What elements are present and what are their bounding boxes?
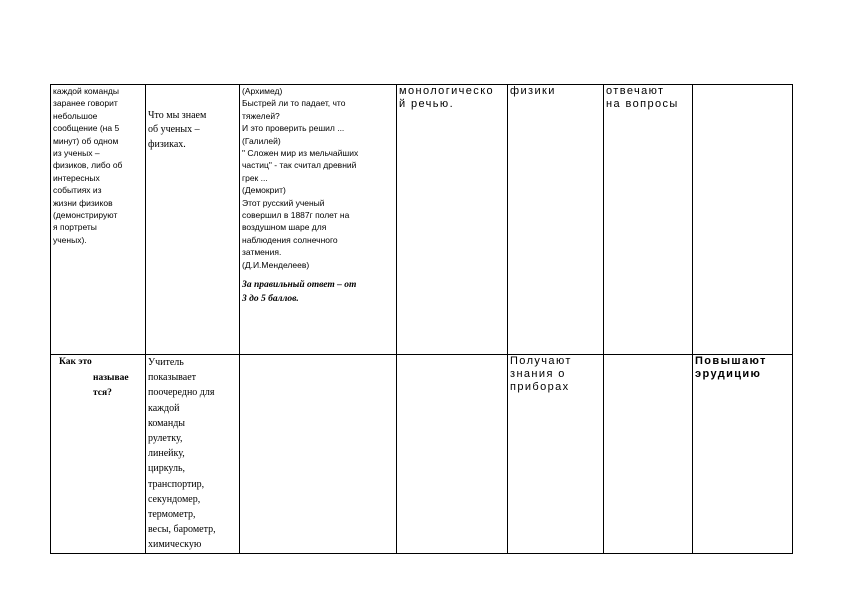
text-line: интересных — [53, 172, 100, 183]
text-line: наблюдения солнечного — [242, 234, 338, 245]
text-line: поочередно для — [148, 387, 215, 399]
text-line: тяжелей? — [242, 110, 280, 121]
text-line: Быстрей ли то падает, что — [242, 98, 346, 109]
text-line: Учитель — [148, 357, 184, 368]
text-line: жизни физиков — [53, 197, 113, 208]
lesson-plan-table — [50, 84, 793, 554]
text-line: событиях из — [53, 185, 102, 196]
text-line: секундомер, — [148, 493, 201, 505]
text-line: За правильный ответ – от — [242, 280, 357, 291]
text-line: я портреты — [53, 222, 97, 233]
text-line: затмения. — [242, 247, 282, 258]
skills-text — [399, 85, 505, 111]
text-line: каждой команды — [53, 86, 119, 96]
text-line: линейку, — [148, 448, 185, 460]
text-line: частиц" - так считал древний — [242, 160, 357, 171]
knowledge-text — [510, 355, 601, 394]
teacher-demo-cell — [146, 355, 240, 554]
stage-title-line-1: Как это — [59, 357, 92, 367]
text-line: весы, барометр, — [148, 524, 216, 536]
text-line: минут) об одном — [53, 135, 119, 146]
stage-title-text — [53, 355, 143, 402]
teacher-activity-cell — [146, 85, 240, 355]
text-line: эрудицию — [695, 368, 762, 380]
text-line: (Архимед) — [242, 86, 283, 96]
scoring-note — [242, 278, 394, 306]
text-line: отвечают — [606, 85, 665, 97]
table-row — [51, 355, 793, 554]
text-line: И это проверить решил ... — [242, 123, 345, 134]
text-line: воздушном шаре для — [242, 222, 327, 233]
stage-title-line-2: называе — [93, 372, 129, 383]
content-cell — [240, 85, 397, 355]
student-activity-text — [606, 85, 690, 111]
empty-cell — [604, 355, 693, 554]
text-line: й речью. — [399, 98, 455, 110]
text-line: об ученых – — [148, 124, 200, 136]
table-row — [51, 85, 793, 355]
text-line: монологическо — [399, 85, 495, 97]
text-line: (Д.И.Менделеев) — [242, 259, 310, 270]
subject-cell — [508, 85, 604, 355]
text-line: " Сложен мир из мельчайших — [242, 148, 359, 159]
text-line: каждой — [148, 402, 180, 414]
text-line: команды — [148, 417, 186, 429]
teacher-activity-text — [148, 109, 237, 152]
skills-cell — [397, 85, 508, 355]
text-line: физики — [510, 85, 556, 97]
result-cell — [693, 85, 793, 355]
text-line: транспортир, — [148, 478, 205, 490]
stage-description-cell — [51, 85, 146, 355]
text-line: химическую — [148, 539, 202, 551]
text-line: приборах — [510, 381, 570, 393]
text-line: физиках. — [148, 138, 186, 150]
text-line: ученых). — [53, 234, 87, 245]
subject-text — [510, 85, 601, 98]
text-line: (Галилей) — [242, 135, 281, 146]
text-line: (демонстрируют — [53, 210, 118, 221]
stage-description-text — [53, 85, 143, 246]
text-line: Повышают — [695, 355, 767, 367]
text-line: совершил в 1887г полет на — [242, 210, 350, 221]
text-line: термометр, — [148, 509, 196, 521]
outcome-text — [695, 355, 790, 381]
text-line: рулетку, — [148, 433, 183, 445]
scientist-questions — [242, 85, 394, 271]
student-activity-cell — [604, 85, 693, 355]
text-line: Что мы знаем — [148, 110, 207, 121]
text-line: небольшое — [53, 110, 98, 121]
text-line: физиков, либо об — [53, 160, 123, 171]
teacher-demo-text — [148, 355, 237, 553]
text-line: 3 до 5 баллов. — [242, 294, 299, 305]
knowledge-cell — [508, 355, 604, 554]
stage-title-line-3: тся? — [93, 388, 112, 398]
text-line: показывает — [148, 372, 197, 384]
text-line: Получают — [510, 355, 572, 367]
text-line: на вопросы — [606, 98, 679, 110]
empty-cell — [240, 355, 397, 554]
text-line: циркуль, — [148, 463, 186, 475]
text-line: Этот русский ученый — [242, 197, 325, 208]
text-line: заранее говорит — [53, 98, 118, 109]
text-line: сообщение (на 5 — [53, 123, 120, 134]
outcome-cell — [693, 355, 793, 554]
empty-cell — [397, 355, 508, 554]
text-line: (Демокрит) — [242, 185, 286, 196]
text-line: знания о — [510, 368, 566, 380]
text-line: грек ... — [242, 172, 268, 183]
text-line: из ученых – — [53, 148, 100, 159]
stage-title-cell — [51, 355, 146, 554]
